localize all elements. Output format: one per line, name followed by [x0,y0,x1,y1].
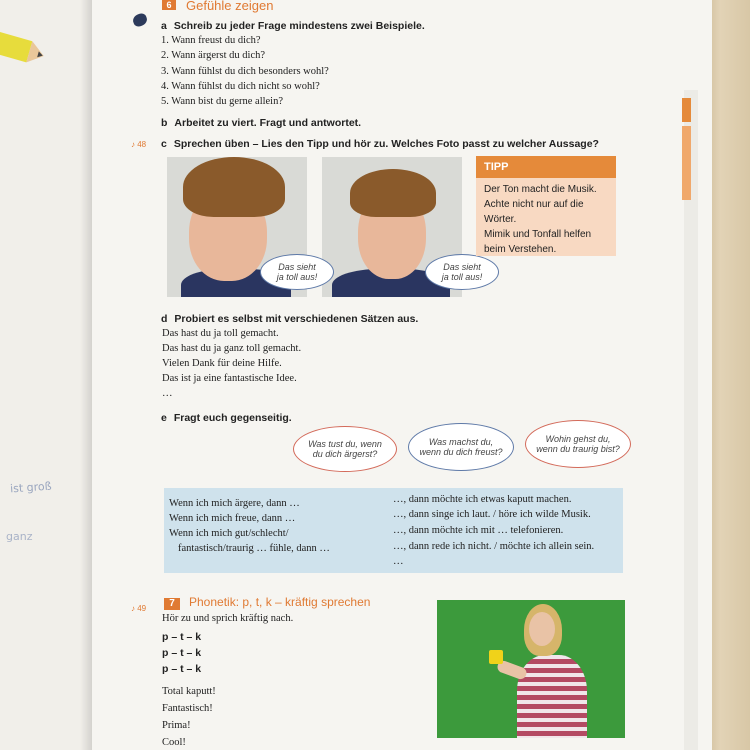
phonetics-word: Total kaputt! [162,686,216,697]
phonetics-instruction: Hör zu und sprich kräftig nach. [162,613,294,624]
example-sentence: Das ist ja eine fantastische Idee. [162,373,297,384]
phrase-right: …, dann singe ich laut. / höre ich wilde Musik. [393,509,591,520]
example-sentence: Das hast du ja toll gemacht. [162,328,279,339]
question-bubble: Wohin gehst du, wenn du traurig bist? [525,420,631,468]
ptk-line: p – t – k [162,663,202,675]
question-item: 5. Wann bist du gerne allein? [161,96,284,107]
page-fold-shadow [80,0,92,750]
question-item: 3. Wann fühlst du dich besonders wohl? [161,66,329,77]
phrase-left: fantastisch/traurig … fühle, dann … [178,543,330,554]
task-b-heading: b Arbeitet zu viert. Fragt und antwortet. [161,117,362,129]
question-item: 2. Wann ärgerst du dich? [161,50,266,61]
task-d-heading: d Probiert es selbst mit verschiedenen Sätzen aus. [161,313,419,325]
photo-girl-green-screen [437,600,625,738]
section-number: 6 [162,0,176,10]
audio-track-label: ♪ 48 [131,140,147,149]
ptk-line: p – t – k [162,631,202,643]
example-sentence: … [162,388,173,399]
task-a-heading: a Schreib zu jeder Frage mindestens zwei Beispiele. [161,20,425,32]
phonetics-word: Cool! [162,737,186,748]
phrase-left: Wenn ich mich freue, dann … [169,513,296,524]
example-sentence: Vielen Dank für deine Hilfe. [162,358,282,369]
phrase-left: Wenn ich mich gut/schlecht/ [169,528,289,539]
phrase-right: …, dann möchte ich etwas kaputt machen. [393,494,572,505]
question-item: 4. Wann fühlst du dich nicht so wohl? [161,81,320,92]
question-bubble: Was tust du, wenn du dich ärgerst? [293,426,397,472]
task-c-heading: c Sprechen üben – Lies den Tipp und hör zu. Welches Foto passt zu welcher Aussage? [161,138,599,150]
left-page [0,0,92,750]
audio-track-label: ♪ 49 [131,604,147,613]
ptk-line: p – t – k [162,647,202,659]
chapter-tab [682,126,691,200]
phrase-right: …, dann möchte ich mit … telefonieren. [393,525,564,536]
speech-bubble: Das sieht ja toll aus! [260,254,334,290]
example-sentence: Das hast du ja ganz toll gemacht. [162,343,302,354]
margin-note: ganz [6,530,33,543]
speech-bubble: Das sieht ja toll aus! [425,254,499,290]
task-e-heading: e Fragt euch gegenseitig. [161,412,292,424]
section-number: 7 [164,598,180,610]
question-item: 1. Wann freust du dich? [161,35,261,46]
phrase-right: …, dann rede ich nicht. / möchte ich allein sein. [393,541,595,552]
section-title: Gefühle zeigen [186,0,274,13]
chapter-tab [682,98,691,122]
tip-box-title: TIPP [476,156,616,178]
tip-box-text: Der Ton macht die Musik. Achte nicht nur auf die Wörter. Mimik und Tonfall helfen beim Verstehen. [484,184,597,255]
phonetics-word: Fantastisch! [162,703,213,714]
section-title: Phonetik: p, t, k – kräftig sprechen [189,595,371,609]
phrase-left: Wenn ich mich ärgere, dann … [169,498,300,509]
phrase-right: … [393,556,404,567]
question-bubble: Was machst du, wenn du dich freust? [408,423,514,471]
tip-box [476,156,616,256]
yellow-cube-icon [489,650,503,664]
margin-note: ist groß [9,479,52,496]
phonetics-word: Prima! [162,720,191,731]
